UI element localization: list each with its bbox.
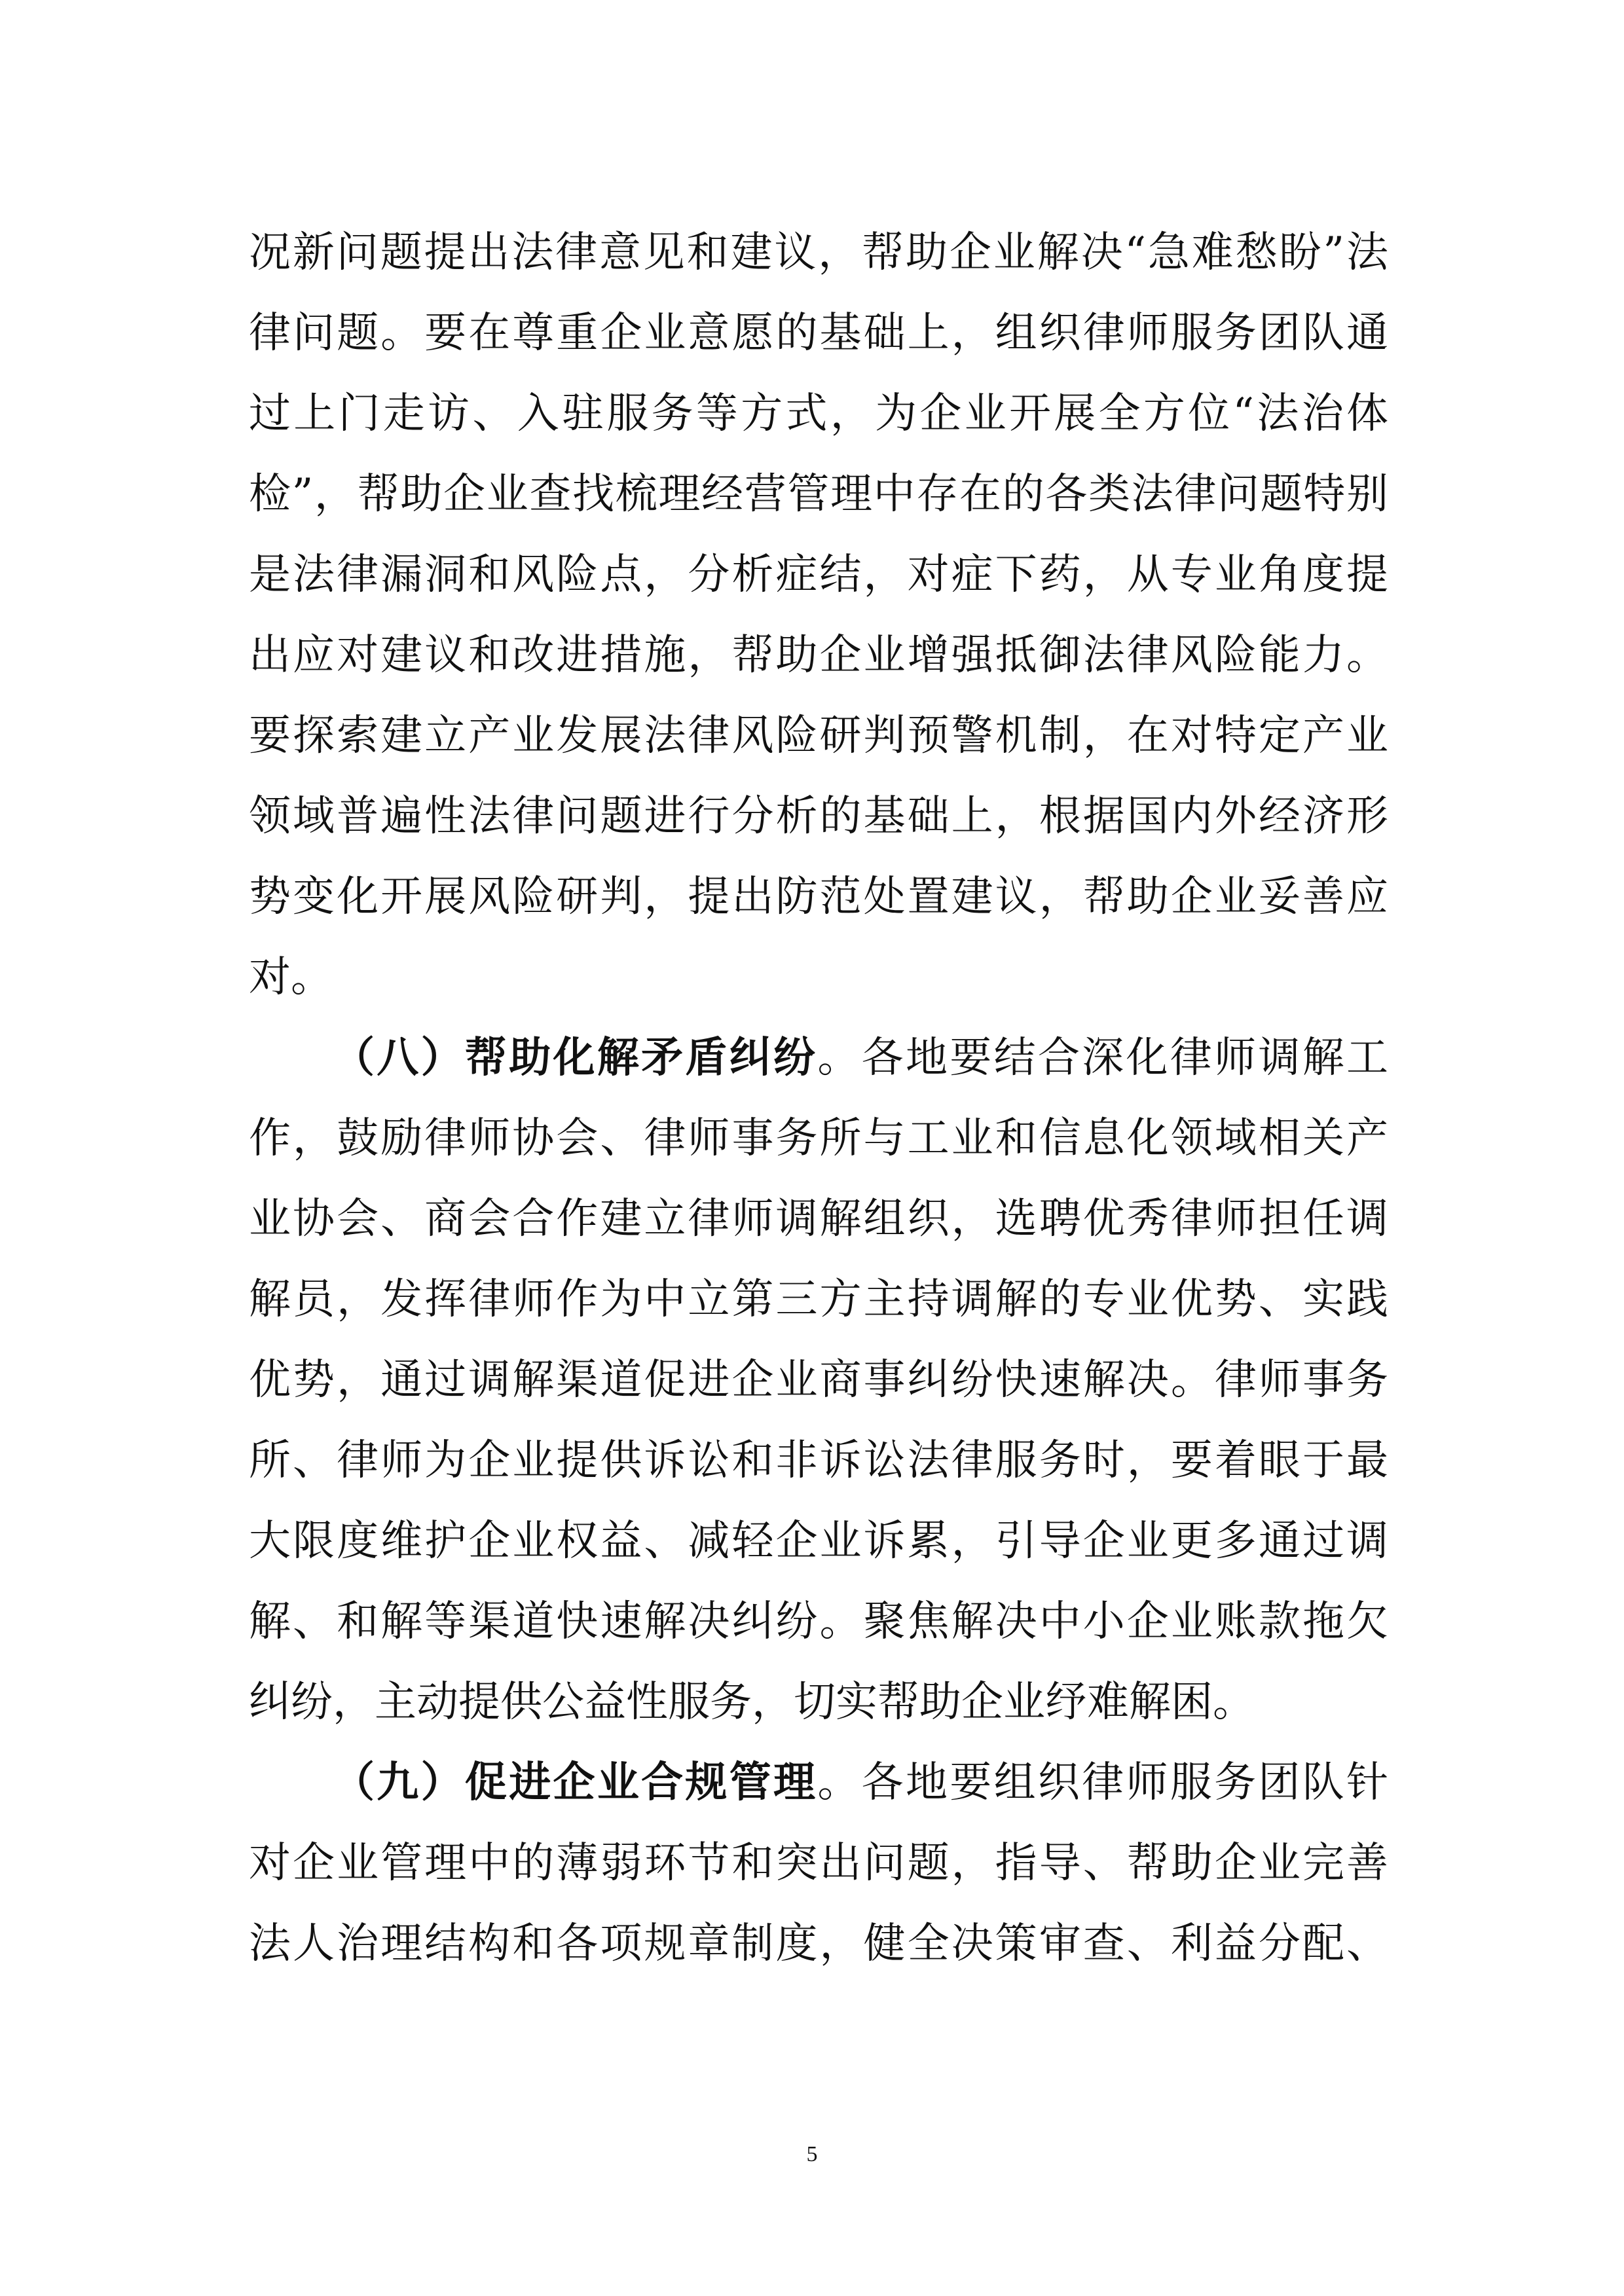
section-first-line-text: 。各地要结合深化律师调解工 — [817, 1034, 1388, 1082]
text-line: 过上门走访、入驻服务等方式，为企业开展全方位“法治体 — [249, 390, 1388, 438]
section-heading: （九）促进企业合规管理 — [333, 1758, 818, 1807]
text-line: 要探索建立产业发展法律风险研判预警机制，在对特定产业 — [249, 712, 1388, 760]
text-line: 是法律漏洞和风险点，分析症结，对症下药，从专业角度提 — [249, 551, 1388, 599]
text-line: 检”，帮助企业查找梳理经营管理中存在的各类法律问题特别 — [249, 470, 1388, 519]
text-line: 所、律师为企业提供诉讼和非诉讼法律服务时，要着眼于最 — [249, 1436, 1388, 1485]
text-line: 势变化开展风险研判，提出防范处置建议，帮助企业妥善应 — [249, 873, 1388, 921]
section-first-line — [249, 1743, 1388, 1823]
section-heading: （八）帮助化解矛盾纠纷 — [333, 1034, 818, 1082]
text-line: 法人治理结构和各项规章制度，健全决策审查、利益分配、 — [249, 1920, 1388, 1968]
text-line: 解员，发挥律师作为中立第三方主持调解的专业优势、实践 — [249, 1275, 1388, 1324]
text-line: 作，鼓励律师协会、律师事务所与工业和信息化领域相关产 — [249, 1114, 1388, 1163]
text-line: 况新问题提出法律意见和建议，帮助企业解决“急难愁盼”法 — [249, 228, 1388, 277]
text-line: 领域普遍性法律问题进行分析的基础上，根据国内外经济形 — [249, 792, 1388, 841]
text-line: 律问题。要在尊重企业意愿的基础上，组织律师服务团队通 — [249, 309, 1388, 357]
section-first-line — [249, 1018, 1388, 1099]
text-line: 纠纷，主动提供公益性服务，切实帮助企业纾难解困。 — [249, 1678, 1255, 1726]
text-line: 对。 — [249, 953, 333, 1002]
page-number: 5 — [806, 2142, 818, 2166]
section-first-line-text: 。各地要组织律师服务团队针 — [817, 1758, 1388, 1807]
text-line: 对企业管理中的薄弱环节和突出问题，指导、帮助企业完善 — [249, 1839, 1388, 1887]
text-line: 出应对建议和改进措施，帮助企业增强抵御法律风险能力。 — [249, 631, 1388, 680]
body-text — [249, 213, 1388, 1984]
text-line: 大限度维护企业权益、减轻企业诉累，引导企业更多通过调 — [249, 1517, 1388, 1565]
text-line: 优势，通过调解渠道促进企业商事纠纷快速解决。律师事务 — [249, 1356, 1388, 1404]
text-line: 解、和解等渠道快速解决纠纷。聚焦解决中小企业账款拖欠 — [249, 1597, 1388, 1646]
text-line: 业协会、商会合作建立律师调解组织，选聘优秀律师担任调 — [249, 1195, 1388, 1243]
